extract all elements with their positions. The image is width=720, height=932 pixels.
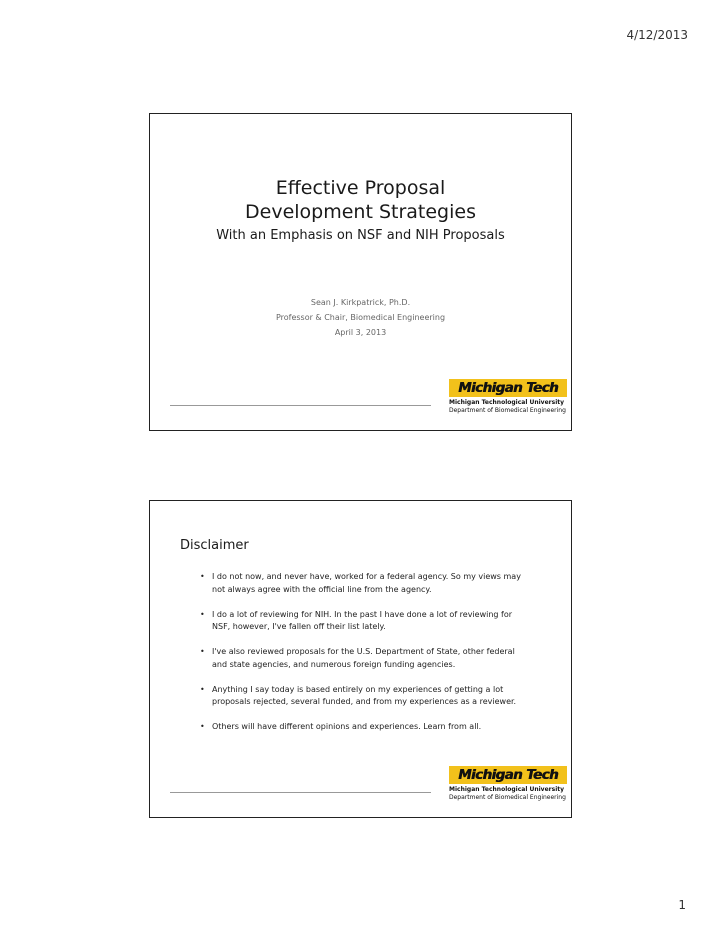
- bullet-list: [196, 571, 526, 746]
- logo-department: Department of Biomedical Engineering: [449, 407, 566, 414]
- list-item: [196, 571, 526, 596]
- bullet-text: I do not now, and never have, worked for a federal agency. So my views may not always agree with the official line from the agency.: [212, 572, 521, 594]
- bullet-text: Others will have different opinions and experiences. Learn from all.: [212, 722, 482, 731]
- logo-university: Michigan Technological University: [449, 399, 565, 406]
- list-item: [196, 646, 526, 671]
- bullet-text: I do a lot of reviewing for NIH. In the past I have done a lot of reviewing for NSF, however, I've fallen off their list lately.: [212, 609, 513, 631]
- title-slide: [149, 113, 572, 431]
- michigan-tech-logo: [449, 379, 567, 423]
- bullet-icon: •: [200, 722, 205, 731]
- bullet-text: Anything I say today is based entirely on my experiences of getting a lot proposals rejected, several funded, and from my experiences as a reviewer.: [212, 684, 517, 706]
- logo-wordmark: Michigan Tech: [449, 766, 567, 784]
- list-item: [196, 609, 526, 634]
- bullet-icon: •: [200, 647, 205, 656]
- title-block: [150, 176, 571, 243]
- author-name: Sean J. Kirkpatrick, Ph.D.: [310, 298, 411, 307]
- author-position: Professor & Chair, Biomedical Engineering: [275, 313, 446, 322]
- bullet-icon: •: [200, 684, 205, 694]
- michigan-tech-logo: [449, 766, 567, 810]
- slide-subtitle: With an Emphasis on NSF and NIH Proposals: [216, 228, 505, 243]
- slide-heading: Disclaimer: [180, 538, 249, 553]
- list-item: [196, 684, 526, 709]
- disclaimer-slide: [149, 500, 572, 818]
- bullet-icon: •: [200, 572, 205, 581]
- logo-department: Department of Biomedical Engineering: [449, 794, 566, 801]
- page-number: 1: [678, 898, 686, 912]
- logo-wordmark: Michigan Tech: [449, 379, 567, 397]
- list-item: [196, 721, 526, 734]
- logo-university: Michigan Technological University: [449, 786, 565, 793]
- page-date: 4/12/2013: [626, 28, 688, 42]
- presentation-date: April 3, 2013: [334, 328, 387, 337]
- footer-divider: [170, 405, 431, 406]
- footer-divider: [170, 792, 431, 793]
- author-block: [150, 295, 571, 340]
- bullet-text: I've also reviewed proposals for the U.S. Department of State, other federal and state agencies, and numerous foreign funding agencies.: [212, 647, 515, 669]
- bullet-icon: •: [200, 609, 205, 619]
- slide-title: Effective Proposal Development Strategies: [245, 177, 476, 223]
